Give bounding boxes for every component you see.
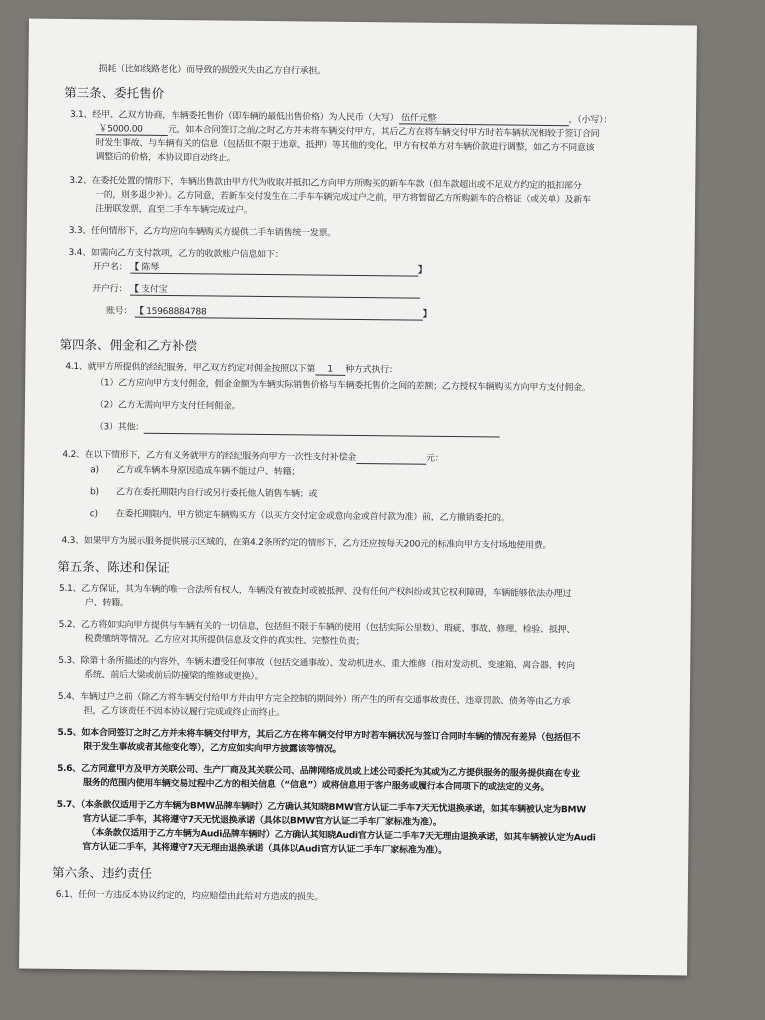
price-lower-field: ￥5000.00 bbox=[96, 123, 168, 136]
text-line: 限于发生事故或者其他变化等），乙方应如实向甲方披露该等情况。 bbox=[83, 742, 342, 755]
text-line: 时发生事故、与车辆有关的信息（包括但不限于违章、抵押）等其他的变化，甲方有权单方对车辆价款进行调整，如乙方不同意该 bbox=[95, 138, 595, 154]
section-title-4: 第四条、佣金和乙方补偿 bbox=[59, 336, 198, 354]
clause-4-3: 4.3、如果甲方为展示服务提供展示区域的，在第4.2条所约定的情形下，乙方还应按每天200元的标准向甲方支付场地使用费。 bbox=[61, 535, 552, 552]
text-line: 户、转籍。 bbox=[84, 598, 129, 609]
option-3: （3）其他： bbox=[95, 421, 500, 437]
clause-4-2: 4.2、在以下情形下，乙方有义务就甲方的经纪服务向甲方一次性支付补偿金 元： bbox=[62, 449, 444, 464]
clause-5-4: 5.4、车辆过户之前（除乙方将车辆交付给甲方并由甲方完全控制的期间外）所产生的所有交通事故责任、违章罚款、债务等由乙方承 bbox=[57, 691, 571, 708]
text-line: （本条款仅适用于乙方车辆为Audi品牌车辆时）乙方确认其知晓Audi官方认证二手车7天无理由退换承诺，如其车辆被认定为Audi bbox=[86, 828, 596, 844]
option-1: （1）乙方应向甲方支付佣金，佣金金额为车辆实际销售价格与车辆委托售价之间的差额；乙方授权车辆购买方向甲方支付佣金。 bbox=[95, 378, 591, 394]
account-name-row: 开户名： 【 陈琴 】 bbox=[92, 262, 427, 276]
account-number-row: 账号： 【 15968884788 】 bbox=[105, 306, 432, 320]
clause-4-1: 4.1、就甲方所提供的经纪服务，甲乙双方约定对佣金按照以下第 1 种方式执行： bbox=[65, 361, 398, 376]
list-item: 乙方或车辆本身原因造成车辆不能过户、转籍； bbox=[116, 465, 301, 478]
section-title-5: 第五条、陈述和保证 bbox=[57, 558, 170, 576]
account-bank-row: 开户行： 【 支付宝 bbox=[92, 283, 420, 298]
section-title-6: 第六条、违约责任 bbox=[51, 864, 153, 881]
clause-5-7: 5.7、（本条款仅适用于乙方车辆为BMW品牌车辆时）乙方确认其知晓BMW官方认证二手车7天无忧退换承诺，如其车辆被认定为BMW bbox=[56, 799, 586, 816]
clause-5-2: 5.2、乙方将如实向甲方提供与车辆有关的一切信息，包括但不限于车辆的使用（包括实际公里数）、瑕疵、事故、修理、检验、抵押、 bbox=[58, 619, 576, 636]
section-title-3: 第三条、委托售价 bbox=[64, 84, 165, 101]
clause-3-4: 3.4、如需向乙方支付款项，乙方的收款账户信息如下： bbox=[68, 247, 284, 261]
commission-option-field: 1 bbox=[315, 364, 345, 376]
account-name-field: 【 陈琴 bbox=[130, 262, 418, 277]
text-line: 系统、前后大梁或前后防撞梁的维修或更换）。 bbox=[84, 670, 264, 683]
clause-3-1-line2: ￥5000.00 元，如本合同签订之前/之时乙方并未将车辆交付甲方，其后乙方在将车辆交付甲方时若车辆状况相较于签订合同 bbox=[96, 123, 600, 140]
text-line: 注册联发票，直至二手车车辆完成过户。 bbox=[94, 204, 253, 216]
clause-5-3: 5.3、除第十条所描述的内容外，车辆未遭受任何事故（包括交通事故）、发动机进水、重大维修（指对发动机、变速箱、离合器、转向 bbox=[58, 655, 575, 672]
clause-3-1: 3.1、经甲、乙双方协商，车辆委托售价（即车辆的最低出售价格）为人民币（大写） 伍仟元整 ，（小写）： bbox=[69, 109, 613, 126]
list-item: 在委托期限内、甲方锁定车辆购买方（以买方交付定金或意向金或首付款为准）前，乙方撤销委托的。 bbox=[115, 509, 510, 524]
compensation-field bbox=[356, 452, 426, 465]
other-option-field bbox=[144, 422, 500, 438]
text-line: 服务的范围内使用车辆交易过程中乙方的相关信息（“信息”）或将信息用于客户服务或履行本合同项下的或法定的义务。 bbox=[82, 778, 550, 794]
list-marker: b) bbox=[89, 487, 99, 498]
clause-5-1: 5.1、乙方保证，其为车辆的唯一合法所有权人，车辆没有被查封或被抵押、没有任何产权纠纷或其它权利障碍，车辆能够依法办理过 bbox=[58, 583, 572, 600]
option-2: （2）乙方无需向甲方支付任何佣金。 bbox=[94, 400, 241, 412]
clause-3-2: 3.2、在委托处置的情形下，车辆出售款由甲方代为收取并抵扣乙方向甲方所购买的新车车款（但车款超出或不足双方约定的抵扣部分 bbox=[69, 175, 582, 192]
text-line: 调整后的价格，本协议即自动终止。 bbox=[95, 152, 236, 164]
contract-page bbox=[19, 19, 697, 976]
text-line: 一的，则多退少补）。乙方同意，若新车交付发生在二手车车辆完成过户之前，甲方将暂留乙方所购新车的合格证（或关单）及新车 bbox=[95, 190, 591, 206]
text-line: 官方认证二手车，其将遵守7天无忧退换承诺（具体以BMW官方认证二手车厂家标准为准）。 bbox=[82, 814, 442, 828]
text-line: 担，乙方该责任不因本协议履行完成或终止而终止。 bbox=[83, 706, 286, 719]
text-line: 官方认证二手车，其将遵守7天无理由退换承诺（具体以Audi官方认证二手车厂家标准为准）。 bbox=[82, 842, 448, 856]
clause-5-5: 5.5、如本合同签订之时乙方并未将车辆交付甲方，其后乙方在将车辆交付甲方时若车辆状况与签订合同时车辆的情况有差异（包括但不 bbox=[57, 727, 581, 744]
account-number-field: 【 15968884788 bbox=[135, 306, 423, 321]
list-marker: a) bbox=[90, 465, 99, 476]
price-upper-field: 伍仟元整 bbox=[398, 112, 568, 126]
clause-6-1: 6.1、任何一方违反本协议约定的，均应赔偿由此给对方造成的损失。 bbox=[55, 889, 324, 903]
list-marker: c) bbox=[89, 509, 98, 520]
account-bank-field: 【 支付宝 bbox=[130, 284, 420, 299]
clause-3-3: 3.3、任何情形下，乙方均应向车辆购买方提供二手车销售统一发票。 bbox=[68, 225, 337, 239]
clause-5-6: 5.6、乙方同意甲方及甲方关联公司、生产厂商及其关联公司、品牌网络成员或上述公司委托为其或为乙方提供服务的服务提供商在专业 bbox=[57, 763, 580, 780]
list-item: 乙方在委托期限内自行或另行委托他人销售车辆；或 bbox=[115, 487, 318, 500]
text-line: 损耗（比如线路老化）而导致的损毁灭失由乙方自行承担。 bbox=[98, 64, 327, 77]
text-line: 税费缴纳等情况。乙方应对其所提供信息及文件的真实性、完整性负责； bbox=[84, 634, 365, 648]
